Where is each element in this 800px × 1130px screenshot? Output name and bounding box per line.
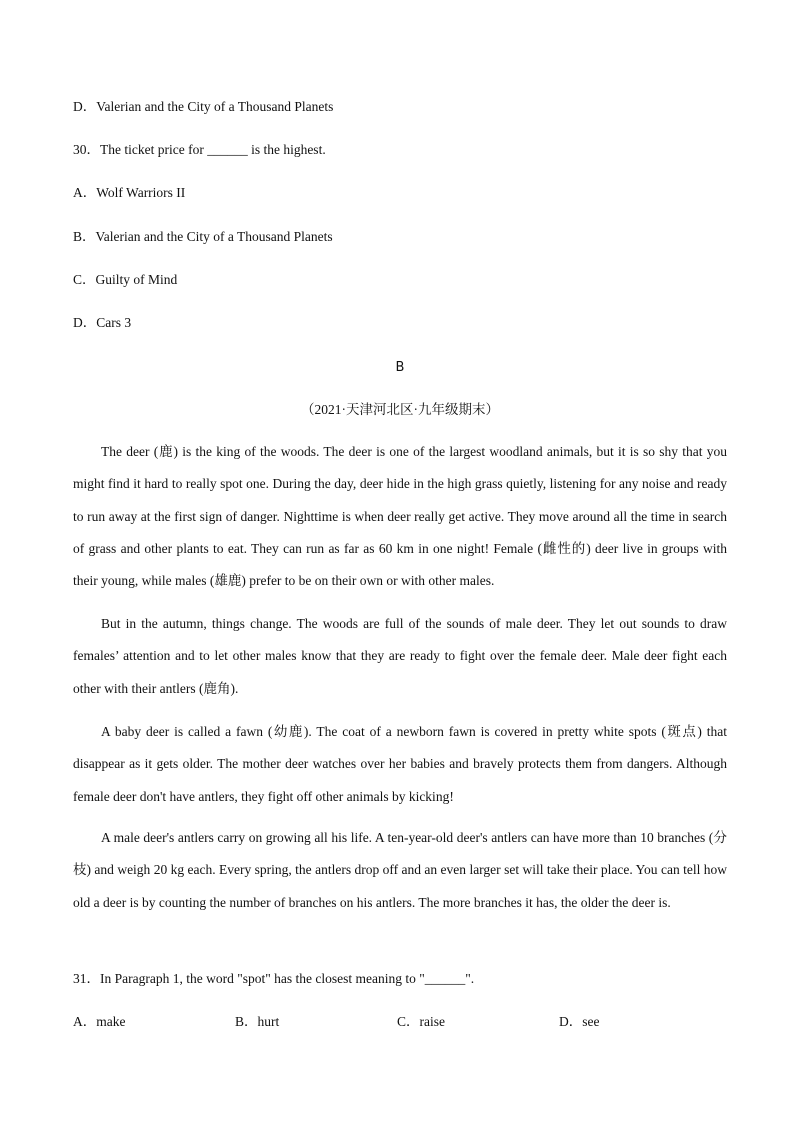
passage-paragraph-1: The deer (鹿) is the king of the woods. The deer is one of the largest woodland animals, but it is so shy that you might find it hard to really spot one. During the day, deer hide in the high grass quietly, listening for any noise and ready to run away at the first sign of danger. Nighttime is when deer really get active. They move around all the time in search of grass and other plants to eat. They can run as far as 60 km in one night! Female (雌性的) deer live in groups with their young, while males (雄鹿) prefer to be on their own or with other males.	[73, 444, 727, 589]
q31-option-b: B．hurt	[235, 1014, 280, 1029]
question-30-stem: 30．The ticket price for ______ is the highest.	[73, 142, 326, 157]
q31-option-d: D．see	[559, 1014, 600, 1029]
q31-option-a: A．make	[73, 1014, 126, 1029]
q30-option-b: B．Valerian and the City of a Thousand Planets	[73, 229, 333, 244]
q31-option-c: C．raise	[397, 1014, 445, 1029]
passage-paragraph-3: A baby deer is called a fawn (幼鹿). The coat of a newborn fawn is covered in pretty white spots (斑点) that disappear as it gets older. The mother deer watches over her babies and bravely protects them from dangers. Although female deer don't have antlers, they fight off other animals by kicking!	[73, 724, 727, 804]
question-31-stem: 31．In Paragraph 1, the word "spot" has the closest meaning to "______".	[73, 971, 475, 986]
source-note: （2021·天津河北区·九年级期末）	[301, 402, 499, 417]
q30-option-c: C．Guilty of Mind	[73, 272, 178, 287]
q29-option-d: D．Valerian and the City of a Thousand Planets	[73, 99, 334, 114]
q30-option-a: A．Wolf Warriors II	[73, 185, 186, 200]
passage-paragraph-4: A male deer's antlers carry on growing all his life. A ten-year-old deer's antlers can have more than 10 branches (分枝) and weigh 20 kg each. Every spring, the antlers drop off and an even larger set will take their place. You can tell how old a deer is by counting the number of branches on his antlers. The more branches it has, the older the deer is.	[73, 830, 727, 910]
q30-option-d: D．Cars 3	[73, 315, 132, 330]
passage-paragraph-2: But in the autumn, things change. The woods are full of the sounds of male deer. They let out sounds to draw females’ attention and to let other males know that they are ready to fight over the female deer. Male deer fight each other with their antlers (鹿角).	[73, 616, 727, 696]
section-label: B	[395, 360, 405, 375]
